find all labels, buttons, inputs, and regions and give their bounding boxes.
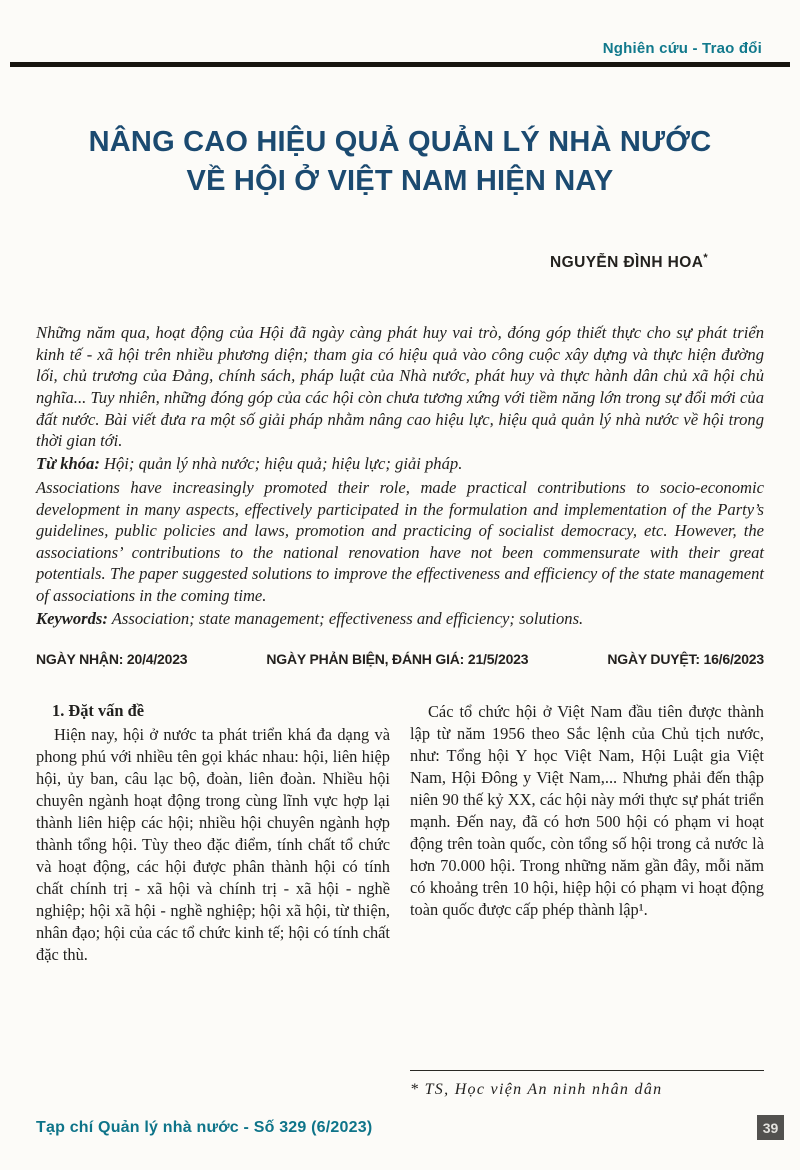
- article-title-line-2: VỀ HỘI Ở VIỆT NAM HIỆN NAY: [186, 164, 614, 197]
- keywords-vietnamese: [36, 453, 764, 475]
- article-title: [36, 123, 764, 200]
- page-number-badge: 39: [757, 1115, 784, 1140]
- body-paragraph-right: Các tổ chức hội ở Việt Nam đầu tiên được thành lập từ năm 1956 theo Sắc lệnh của Chủ tịch nước, như: Tổng hội Y học Việt Nam, Hội Luật gia Việt Nam, Hội Đông y Việt Nam,... Nhưng phải đến thập niên 90 thế kỷ XX, các hội này mới thực sự phát triển mạnh. Đến nay, đã có hơn 500 hội có phạm vi hoạt động trên toàn quốc, còn tổng số hội trong cả nước là hơn 70.000 hội. Trong những năm gần đây, mỗi năm có khoảng trên 10 hội, hiệp hội có phạm vi hoạt động toàn quốc được cấp phép thành lập¹.: [410, 702, 764, 920]
- footnote-block: [410, 1060, 764, 1099]
- article-body: [36, 701, 764, 1099]
- date-received-label: NGÀY NHẬN:: [36, 651, 124, 668]
- date-approved: [607, 651, 764, 667]
- body-paragraph-left: Hiện nay, hội ở nước ta phát triển khá đa dạng và phong phú với nhiều tên gọi khác nhau: hội, liên hiệp hội, ủy ban, câu lạc bộ, đoàn, liên đoàn. Nhiều hội chuyên ngành hoạt động trong cùng lĩnh vực hợp lại thành liên hiệp các hội; nhiều hội chuyên ngành hợp thành tổng hội. Tùy theo đặc điểm, tính chất tổ chức và hoạt động, các hội được phân thành hội có tính chất chính trị - xã hội và chính trị - xã hội - nghề nghiệp; hội xã hội - nghề nghiệp; hội xã hội, từ thiện, nhân đạo; hội của các tổ chức kinh tế; hội có tính chất đặc thù.: [36, 725, 390, 964]
- section-1-heading: 1. Đặt vấn đề: [52, 701, 144, 721]
- page-header: [36, 40, 764, 57]
- author-name: NGUYỄN ĐÌNH HOA: [550, 254, 704, 272]
- author-footnote-marker: *: [703, 252, 708, 265]
- date-reviewed: [266, 651, 528, 667]
- footnote-text: * TS, Học viện An ninh nhân dân: [410, 1081, 663, 1098]
- author-row: [36, 252, 764, 272]
- abstract-english: Associations have increasingly promoted their role, made practical contributions to socio-economic development in many aspects, effectively participated in the formulation and implementation of the Party’s guidelines, public policies and laws, promotion and practicing of socialist democracy, etc. However, the associations’ contributions to the national renovation have not been commensurate with their great potentials. The paper suggested solutions to improve the effectiveness and efficiency of the state management of associations in the coming time.: [36, 478, 764, 606]
- date-reviewed-value: 21/5/2023: [467, 651, 529, 668]
- keywords-en-text: Association; state management; effectiveness and efficiency; solutions.: [111, 608, 584, 628]
- abstract-vietnamese: Những năm qua, hoạt động của Hội đã ngày càng phát huy vai trò, đóng góp thiết thực cho sự phát triển kinh tế - xã hội trên nhiều phương diện; tham gia có hiệu quả vào công cuộc xây dựng và thực hiện đường lối, chủ trương của Đảng, chính sách, pháp luật của Nhà nước, phát huy và thực hành dân chủ xã hội chủ nghĩa... Tuy nhiên, những đóng góp của các hội còn chưa tương xứng với tiềm năng lớn trong sự đổi mới của đất nước. Bài viết đưa ra một số giải pháp nhằm nâng cao hiệu lực, hiệu quả quản lý nhà nước về hội trong thời gian tới.: [36, 323, 764, 451]
- dates-row: [36, 651, 764, 667]
- date-approved-value: 16/6/2023: [703, 651, 764, 668]
- date-approved-label: NGÀY DUYỆT:: [607, 651, 700, 668]
- page-footer: [36, 1115, 779, 1140]
- date-received-value: 20/4/2023: [126, 651, 188, 668]
- body-column-left: [36, 701, 390, 1099]
- header-rule: [10, 62, 790, 67]
- body-column-right: [410, 701, 764, 1099]
- keywords-vi-text: Hội; quản lý nhà nước; hiệu quả; hiệu lực; giải pháp.: [104, 453, 463, 473]
- date-received: [36, 651, 187, 667]
- keywords-english: [36, 608, 764, 630]
- keywords-en-label: Keywords:: [36, 608, 108, 628]
- footnote-rule: [410, 1070, 764, 1071]
- article-title-line-1: NÂNG CAO HIỆU QUẢ QUẢN LÝ NHÀ NƯỚC: [88, 126, 712, 158]
- journal-info: Tạp chí Quản lý nhà nước - Số 329 (6/2023): [36, 1118, 373, 1136]
- date-reviewed-label: NGÀY PHẢN BIỆN, ĐÁNH GIÁ:: [266, 651, 465, 668]
- keywords-vi-label: Từ khóa:: [36, 453, 100, 473]
- journal-section-label: Nghiên cứu - Trao đổi: [602, 40, 762, 57]
